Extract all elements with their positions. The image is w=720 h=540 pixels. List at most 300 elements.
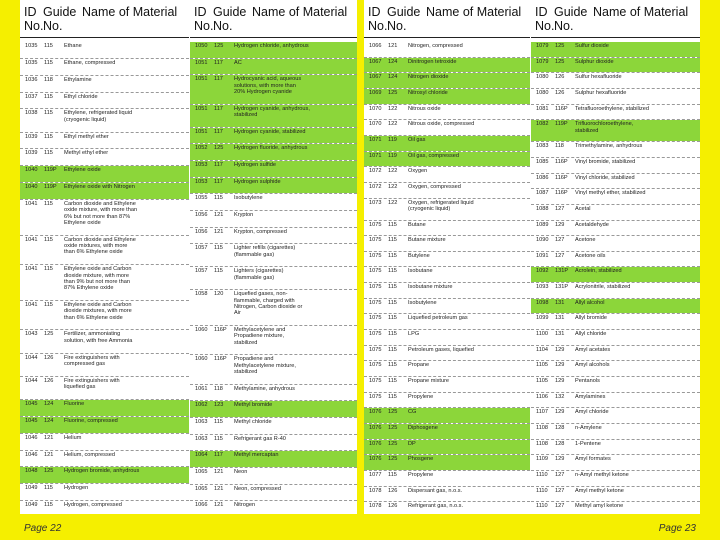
material-name-line: Liquefied petroleum gas xyxy=(408,315,468,322)
guide-number: 121 xyxy=(388,43,398,49)
material-name xyxy=(64,485,88,491)
material-name xyxy=(64,266,131,291)
un-id-number: 1044 xyxy=(25,354,38,361)
material-row xyxy=(20,109,189,131)
material-row xyxy=(190,326,357,354)
material-row xyxy=(364,299,530,314)
un-id-number: 1072 xyxy=(369,168,382,175)
material-name xyxy=(234,212,253,218)
un-id-number: 1063 xyxy=(195,418,208,425)
material-row xyxy=(531,120,700,141)
guide-number: 121 xyxy=(44,434,54,441)
material-row xyxy=(531,189,700,204)
header-guide: Guide xyxy=(213,5,247,19)
guide-number: 115 xyxy=(44,150,53,157)
material-name-line: stabilized xyxy=(234,368,258,375)
material-name-line: Methylacetylene mixture, xyxy=(234,362,296,369)
guide-number: 125 xyxy=(555,43,565,49)
material-row xyxy=(20,354,189,376)
un-id-number: 1064 xyxy=(195,452,208,459)
material-name xyxy=(575,43,609,49)
un-id-number: 1083 xyxy=(536,143,549,150)
material-row xyxy=(190,75,357,103)
material-name xyxy=(64,60,115,66)
material-row xyxy=(531,142,700,157)
un-id-number: 1080 xyxy=(536,89,549,96)
guide-number: 115 xyxy=(388,472,397,479)
material-name xyxy=(575,347,610,353)
guide-number: 118 xyxy=(555,143,564,150)
header-no: No. xyxy=(194,19,214,33)
material-row xyxy=(364,487,530,502)
un-id-number: 1078 xyxy=(369,503,382,510)
material-name xyxy=(408,409,416,415)
material-row xyxy=(531,471,700,486)
material-name xyxy=(575,59,614,65)
material-name xyxy=(575,106,649,112)
material-name-line: Hydrogen cyanide, anhydrous, xyxy=(234,105,310,112)
material-name xyxy=(234,129,306,135)
material-name xyxy=(64,302,132,321)
material-name xyxy=(234,106,310,119)
material-name-line: DP xyxy=(408,440,416,447)
material-name-line: Oil gas, compressed xyxy=(408,152,459,159)
guide-number: 125 xyxy=(388,89,398,96)
guide-number: 125 xyxy=(555,58,565,65)
material-name-line: Ethane xyxy=(64,43,82,49)
material-row xyxy=(20,93,189,109)
material-name-line: Dinitrogen tetroxide xyxy=(408,58,457,65)
column-header xyxy=(531,0,700,38)
guide-number: 115 xyxy=(388,237,397,244)
page-gutter xyxy=(357,0,364,540)
material-name xyxy=(408,200,474,213)
material-row xyxy=(364,236,530,251)
material-name-line: Hydrogen xyxy=(64,485,89,492)
material-row xyxy=(364,440,530,455)
material-name-line: Vinyl chloride, stabilized xyxy=(575,174,635,181)
material-name-line: Hydrogen bromide, anhydrous xyxy=(64,468,140,475)
material-name xyxy=(575,159,635,165)
material-name-line: 1-Pentene xyxy=(575,440,601,447)
material-name-line: stabilized xyxy=(234,339,258,346)
guide-number: 115 xyxy=(388,284,397,291)
un-id-number: 1075 xyxy=(369,237,382,244)
material-row xyxy=(364,267,530,282)
material-row xyxy=(20,434,189,450)
material-name xyxy=(234,502,255,508)
page-number-right: Page 23 xyxy=(658,523,696,534)
material-row xyxy=(364,42,530,57)
guide-number: 125 xyxy=(388,409,398,416)
material-row xyxy=(190,128,357,144)
material-row xyxy=(364,152,530,167)
material-name-line: dioxide mixture, with more xyxy=(64,272,129,279)
guide-number: 132 xyxy=(555,393,565,400)
material-name-line: Propane xyxy=(408,362,430,369)
material-row xyxy=(364,221,530,236)
guide-number: 115 xyxy=(44,133,53,140)
material-name xyxy=(408,394,433,400)
un-id-number: 1075 xyxy=(369,284,382,291)
un-id-number: 1057 xyxy=(195,245,208,252)
material-name-line: stabilized xyxy=(234,111,258,118)
un-id-number: 1076 xyxy=(369,409,382,416)
material-name-line: Allyl bromide xyxy=(575,315,608,322)
un-id-number: 1091 xyxy=(536,252,549,259)
material-name-line: Nitrogen, compressed xyxy=(408,43,463,49)
material-name-line: Carbon dioxide and Ethylene xyxy=(64,236,136,243)
material-name-line: Krypton xyxy=(234,212,254,219)
un-id-number: 1075 xyxy=(369,378,382,385)
material-name xyxy=(575,237,596,243)
material-row xyxy=(20,200,189,235)
material-name-line: Fire extinguishers with xyxy=(64,354,120,361)
guide-number: 127 xyxy=(555,487,565,494)
material-row xyxy=(531,440,700,455)
material-name-line: Acetaldehyde xyxy=(575,221,609,228)
guide-number: 125 xyxy=(388,456,398,463)
material-name-line: Sulphur dioxide xyxy=(575,58,614,65)
material-name-line: Butylene xyxy=(408,252,430,259)
guide-number: 115 xyxy=(388,315,397,322)
material-name xyxy=(234,486,281,492)
material-name-line: dioxide mixtures, with more xyxy=(64,308,132,315)
material-name-line: (cryogenic liquid) xyxy=(408,205,451,212)
material-name xyxy=(575,222,609,228)
material-row xyxy=(190,418,357,434)
material-name-line: solutions, with more than xyxy=(234,82,296,89)
guide-number: 115 xyxy=(214,195,223,202)
material-row xyxy=(20,76,189,92)
un-id-number: 1035 xyxy=(25,59,38,66)
material-name-line: Nitrosyl chloride xyxy=(408,89,448,96)
guide-number: 115 xyxy=(388,268,397,275)
guide-number: 126 xyxy=(388,487,398,494)
un-id-number: 1075 xyxy=(369,315,382,322)
un-id-number: 1071 xyxy=(369,136,382,143)
guide-number: 126 xyxy=(388,503,398,510)
material-row xyxy=(531,174,700,189)
material-name xyxy=(575,425,602,431)
guide-number: 127 xyxy=(555,503,565,510)
guide-number: 129 xyxy=(555,456,565,463)
guide-number: 115 xyxy=(44,93,53,100)
material-name-line: oxide mixtures, with more xyxy=(64,243,128,250)
header-no: No. xyxy=(24,19,44,33)
material-name-line: Sulphur hexafluoride xyxy=(575,89,627,96)
guide-number: 124 xyxy=(44,417,54,424)
header-guide: Guide xyxy=(43,5,77,19)
material-name xyxy=(575,74,622,80)
un-id-number: 1073 xyxy=(369,199,382,206)
material-name-line: AC xyxy=(234,59,242,66)
un-id-number: 1052 xyxy=(195,145,208,152)
material-row xyxy=(20,501,189,514)
un-id-number: 1105 xyxy=(536,378,549,385)
header-name: Name of Material xyxy=(593,5,689,19)
material-name xyxy=(408,472,433,478)
material-name xyxy=(575,472,629,478)
un-id-number: 1110 xyxy=(536,503,548,510)
un-id-number: 1070 xyxy=(369,121,382,128)
material-row xyxy=(190,178,357,194)
un-id-number: 1057 xyxy=(195,268,208,275)
material-row xyxy=(190,244,357,266)
un-id-number: 1065 xyxy=(195,485,208,492)
material-name xyxy=(408,153,459,159)
material-row xyxy=(190,401,357,417)
material-name xyxy=(575,503,623,509)
material-name xyxy=(64,43,82,49)
material-column-1 xyxy=(20,0,189,514)
header-no: No. xyxy=(387,19,407,33)
un-id-number: 1076 xyxy=(369,456,382,463)
material-name-line: Amyl chloride xyxy=(575,409,609,416)
material-row xyxy=(190,290,357,325)
guide-number: 131P xyxy=(555,284,569,291)
material-name-line: Vinyl methyl ether, stabilized xyxy=(575,190,646,197)
material-name xyxy=(575,315,607,321)
guide-number: 129 xyxy=(555,346,565,353)
material-name xyxy=(408,488,462,494)
material-row xyxy=(364,283,530,298)
un-id-number: 1098 xyxy=(536,299,549,306)
material-name xyxy=(408,237,446,243)
material-name-line: Hydrogen sulphide xyxy=(234,178,281,185)
material-name-line: Amyl alcohols xyxy=(575,362,610,369)
guide-number: 122 xyxy=(388,199,398,206)
material-column-4 xyxy=(531,0,700,514)
header-id: ID xyxy=(194,5,207,19)
material-row xyxy=(364,424,530,439)
material-name xyxy=(234,195,263,201)
un-id-number: 1055 xyxy=(195,195,208,202)
material-name xyxy=(64,502,122,508)
material-name-line: solution, with free Ammonia xyxy=(64,337,133,344)
material-name-line: Ethyl chloride xyxy=(64,93,98,100)
un-id-number: 1071 xyxy=(369,152,382,159)
material-name xyxy=(408,300,437,306)
un-id-number: 1090 xyxy=(536,237,549,244)
material-row xyxy=(531,58,700,73)
guide-number: 122 xyxy=(388,183,398,190)
un-id-number: 1104 xyxy=(536,346,549,353)
material-name-line: Ethylene, refrigerated liquid xyxy=(64,110,133,117)
material-row xyxy=(531,487,700,502)
material-name-line: 20% Hydrogen cyanide xyxy=(234,88,292,95)
guide-number: 121 xyxy=(214,468,224,475)
material-name xyxy=(575,441,601,447)
material-row xyxy=(190,355,357,383)
header-guide: Guide xyxy=(387,5,421,19)
material-row xyxy=(190,435,357,451)
un-id-number: 1037 xyxy=(25,93,38,100)
material-name xyxy=(64,468,139,474)
material-name-line: Fire extinguishers with xyxy=(64,377,120,384)
material-column-3 xyxy=(364,0,530,514)
material-row xyxy=(20,301,189,329)
material-name-line: Ethylamine xyxy=(64,76,92,83)
material-name xyxy=(575,121,633,134)
header-name: Name of Material xyxy=(426,5,522,19)
material-name xyxy=(408,331,419,337)
guide-number: 122 xyxy=(388,168,398,175)
material-name-line: Amyl methyl ketone xyxy=(575,487,624,494)
un-id-number: 1085 xyxy=(536,158,549,165)
guide-number: 124 xyxy=(388,74,398,81)
guide-number: 116P xyxy=(555,174,568,181)
un-id-number: 1066 xyxy=(369,43,382,49)
material-name xyxy=(234,436,286,442)
material-row xyxy=(531,283,700,298)
header-no: No. xyxy=(43,19,63,33)
material-row xyxy=(20,377,189,399)
guide-number: 123 xyxy=(214,402,224,409)
un-id-number: 1108 xyxy=(536,425,549,432)
guide-number: 119P xyxy=(44,167,57,174)
guide-number: 125 xyxy=(214,43,224,49)
un-id-number: 1056 xyxy=(195,212,208,219)
guide-number: 131 xyxy=(555,331,565,338)
material-row xyxy=(364,314,530,329)
material-name xyxy=(408,59,457,65)
material-row xyxy=(20,467,189,483)
material-column-2 xyxy=(190,0,357,514)
material-row xyxy=(190,161,357,177)
material-row xyxy=(531,73,700,88)
un-id-number: 1060 xyxy=(195,326,208,333)
material-name xyxy=(575,143,642,149)
material-row xyxy=(364,471,530,486)
guide-number: 115 xyxy=(214,418,223,425)
material-name xyxy=(234,419,272,425)
guide-number: 117 xyxy=(214,76,223,83)
material-row xyxy=(20,42,189,58)
material-name xyxy=(234,469,247,475)
material-name xyxy=(408,253,430,259)
material-name-line: Amyl formates xyxy=(575,456,611,463)
material-name xyxy=(234,402,272,408)
material-name xyxy=(234,452,278,458)
guide-number: 116P xyxy=(555,105,568,112)
un-id-number: 1069 xyxy=(369,89,382,96)
material-name xyxy=(575,206,591,212)
bottom-band xyxy=(0,514,720,540)
guide-number: 129 xyxy=(555,362,565,369)
un-id-number: 1108 xyxy=(536,440,549,447)
header-name: Name of Material xyxy=(82,5,178,19)
guide-number: 131 xyxy=(555,315,565,322)
material-name-line: Hydrogen sulfide xyxy=(234,162,276,168)
material-name-line: oxide mixture, with more than xyxy=(64,207,138,214)
material-row xyxy=(531,424,700,439)
guide-number: 118 xyxy=(44,76,53,83)
guide-number: 131 xyxy=(555,299,565,306)
material-row xyxy=(190,211,357,227)
material-name-line: Propadiene and xyxy=(234,356,274,363)
material-name-line: Trimethylamine, anhydrous xyxy=(575,143,643,150)
material-name xyxy=(408,268,433,274)
material-name-line: Amylamines xyxy=(575,393,606,400)
guide-number: 116P xyxy=(555,190,568,197)
material-name-line: Ethylene oxide and Carbon xyxy=(64,266,132,273)
guide-number: 124 xyxy=(44,400,54,407)
material-name-line: Allyl alcohol xyxy=(575,299,605,306)
material-name-line: Oil gas xyxy=(408,136,426,143)
un-id-number: 1051 xyxy=(195,105,208,112)
material-name-line: Methyl ethyl ether xyxy=(64,150,109,157)
material-row xyxy=(531,455,700,470)
material-row xyxy=(531,158,700,173)
material-name xyxy=(575,456,611,462)
un-id-number: 1079 xyxy=(536,58,549,65)
material-name xyxy=(408,284,452,290)
material-name-line: Sulfur dioxide xyxy=(575,43,609,49)
material-name xyxy=(64,150,108,156)
material-name-line: Nitrogen xyxy=(234,502,256,509)
guide-number: 126 xyxy=(555,89,565,96)
guide-number: 119 xyxy=(388,136,397,143)
material-row xyxy=(20,451,189,467)
material-name xyxy=(408,425,438,431)
material-row xyxy=(364,73,530,88)
guide-number: 115 xyxy=(44,110,53,117)
material-name-line: Acetone xyxy=(575,237,596,244)
un-id-number: 1041 xyxy=(25,201,38,208)
un-id-number: 1089 xyxy=(536,221,549,228)
un-id-number: 1075 xyxy=(369,221,382,228)
material-name xyxy=(575,253,605,259)
material-row xyxy=(531,330,700,345)
material-name-line: Ethyl methyl ether xyxy=(64,133,109,140)
un-id-number: 1050 xyxy=(195,43,208,49)
material-name xyxy=(234,43,309,49)
un-id-number: 1109 xyxy=(536,456,549,463)
material-name-line: Nitrogen, Carbon dioxide or xyxy=(234,303,303,310)
material-name xyxy=(575,90,626,96)
un-id-number: 1093 xyxy=(536,284,549,291)
material-row xyxy=(20,400,189,416)
material-name xyxy=(408,378,449,384)
material-name xyxy=(64,167,101,173)
un-id-number: 1048 xyxy=(25,468,38,475)
material-name xyxy=(408,222,426,228)
guide-number: 122 xyxy=(388,105,398,112)
material-name-line: Propylene xyxy=(408,472,434,479)
material-name-line: flammable, charged with xyxy=(234,297,295,304)
un-id-number: 1105 xyxy=(536,362,549,369)
material-row xyxy=(20,149,189,165)
material-name xyxy=(408,106,441,112)
material-name-line: Neon, compressed xyxy=(234,485,281,492)
guide-number: 121 xyxy=(44,451,54,458)
material-name-line: Nitrogen dioxide xyxy=(408,74,449,81)
material-name xyxy=(234,291,302,316)
material-row xyxy=(20,484,189,500)
un-id-number: 1035 xyxy=(25,43,38,49)
material-name-line: Acrolein, stabilized xyxy=(575,268,622,275)
material-name-line: Oxygen, compressed xyxy=(408,183,461,190)
un-id-number: 1110 xyxy=(536,472,548,479)
material-row xyxy=(364,346,530,361)
un-id-number: 1078 xyxy=(369,487,382,494)
material-name-line: CG xyxy=(408,409,417,416)
guide-number: 119P xyxy=(555,121,568,128)
guide-number: 115 xyxy=(214,435,223,442)
un-id-number: 1038 xyxy=(25,110,38,117)
material-name-line: Fluorine, compressed xyxy=(64,417,118,424)
